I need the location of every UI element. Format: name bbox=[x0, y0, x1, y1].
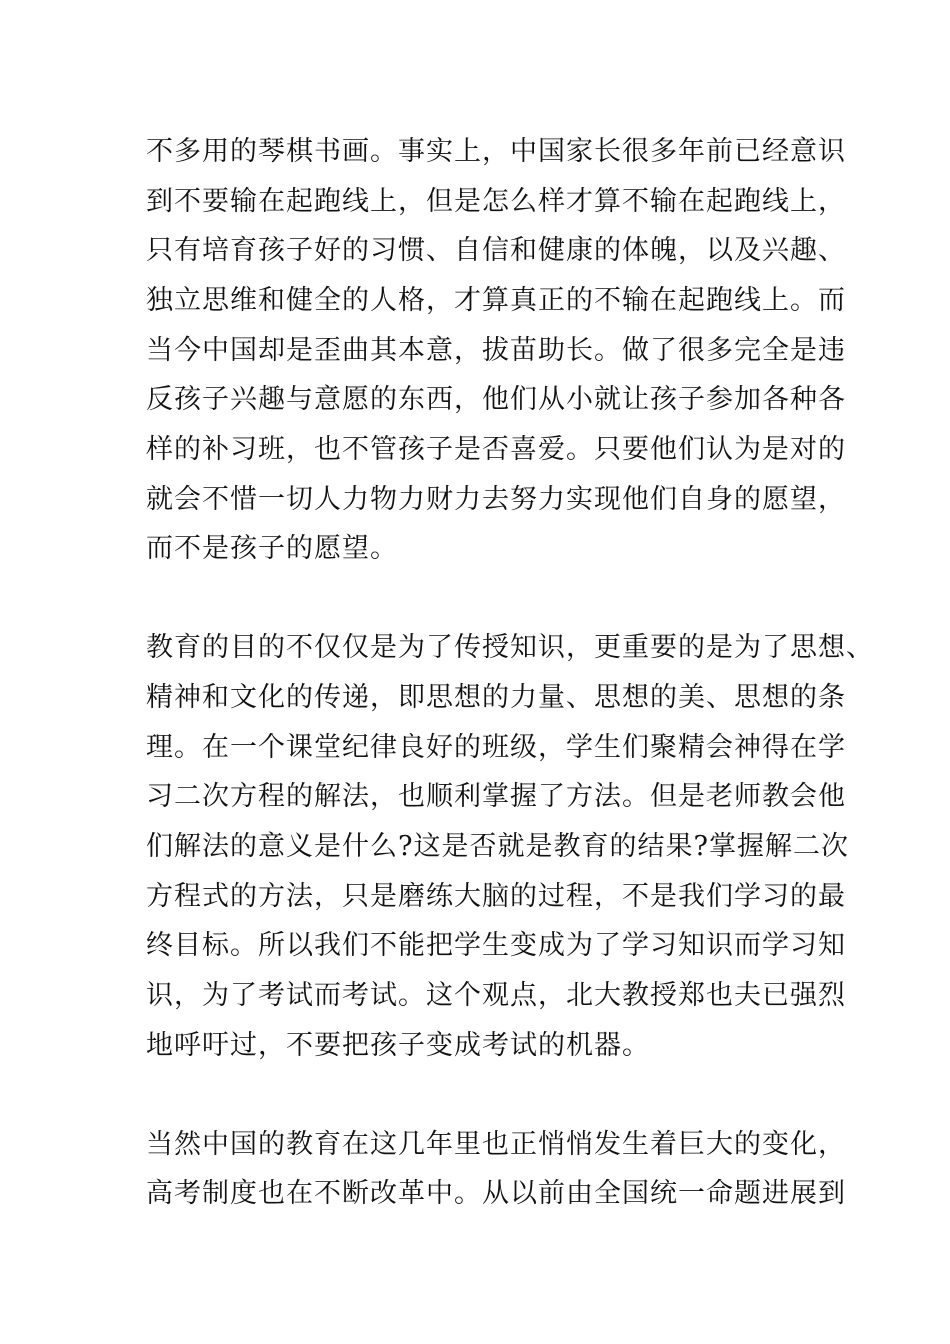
paragraph-2-line-7: 终目标。所以我们不能把学生变成为了学习知识而学习知 bbox=[146, 930, 846, 961]
paragraph-2-line-1: 教育的目的不仅仅是为了传授知识，更重要的是为了思想、 bbox=[146, 632, 874, 663]
paragraph-3-line-1: 当然中国的教育在这几年里也正悄悄发生着巨大的变化， bbox=[146, 1129, 846, 1160]
paragraph-2-line-2: 精神和文化的传递，即思想的力量、思想的美、思想的条 bbox=[146, 682, 846, 713]
paragraph-3-line-2: 高考制度也在不断改革中。从以前由全国统一命题进展到 bbox=[146, 1178, 846, 1209]
paragraph-2-line-4: 习二次方程的解法，也顺利掌握了方法。但是老师教会他 bbox=[146, 781, 846, 812]
paragraph-1-line-8: 就会不惜一切人力物力财力去努力实现他们自身的愿望， bbox=[146, 484, 846, 515]
paragraph-1-line-1: 不多用的琴棋书画。事实上，中国家长很多年前已经意识 bbox=[146, 136, 846, 167]
paragraph-1-line-5: 当今中国却是歪曲其本意，拔苗助长。做了很多完全是违 bbox=[146, 335, 846, 366]
paragraph-1-line-4: 独立思维和健全的人格，才算真正的不输在起跑线上。而 bbox=[146, 285, 846, 316]
paragraph-2-line-9: 地呼吁过，不要把孩子变成考试的机器。 bbox=[146, 1030, 650, 1061]
paragraph-2-line-8: 识，为了考试而考试。这个观点，北大教授郑也夫已强烈 bbox=[146, 980, 846, 1011]
paragraph-2-line-3: 理。在一个课堂纪律良好的班级，学生们聚精会神得在学 bbox=[146, 732, 846, 763]
paragraph-1-line-6: 反孩子兴趣与意愿的东西，他们从小就让孩子参加各种各 bbox=[146, 384, 846, 415]
paragraph-1-line-3: 只有培育孩子好的习惯、自信和健康的体魄，以及兴趣、 bbox=[146, 235, 846, 266]
paragraph-2-line-6: 方程式的方法，只是磨练大脑的过程，不是我们学习的最 bbox=[146, 881, 846, 912]
paragraph-1-line-2: 到不要输在起跑线上，但是怎么样才算不输在起跑线上， bbox=[146, 186, 846, 217]
paragraph-1-line-9: 而不是孩子的愿望。 bbox=[146, 533, 398, 564]
paragraph-2-line-5: 们解法的意义是什么?这是否就是教育的结果?掌握解二次 bbox=[146, 831, 849, 862]
paragraph-1-line-7: 样的补习班，也不管孩子是否喜爱。只要他们认为是对的 bbox=[146, 434, 846, 465]
